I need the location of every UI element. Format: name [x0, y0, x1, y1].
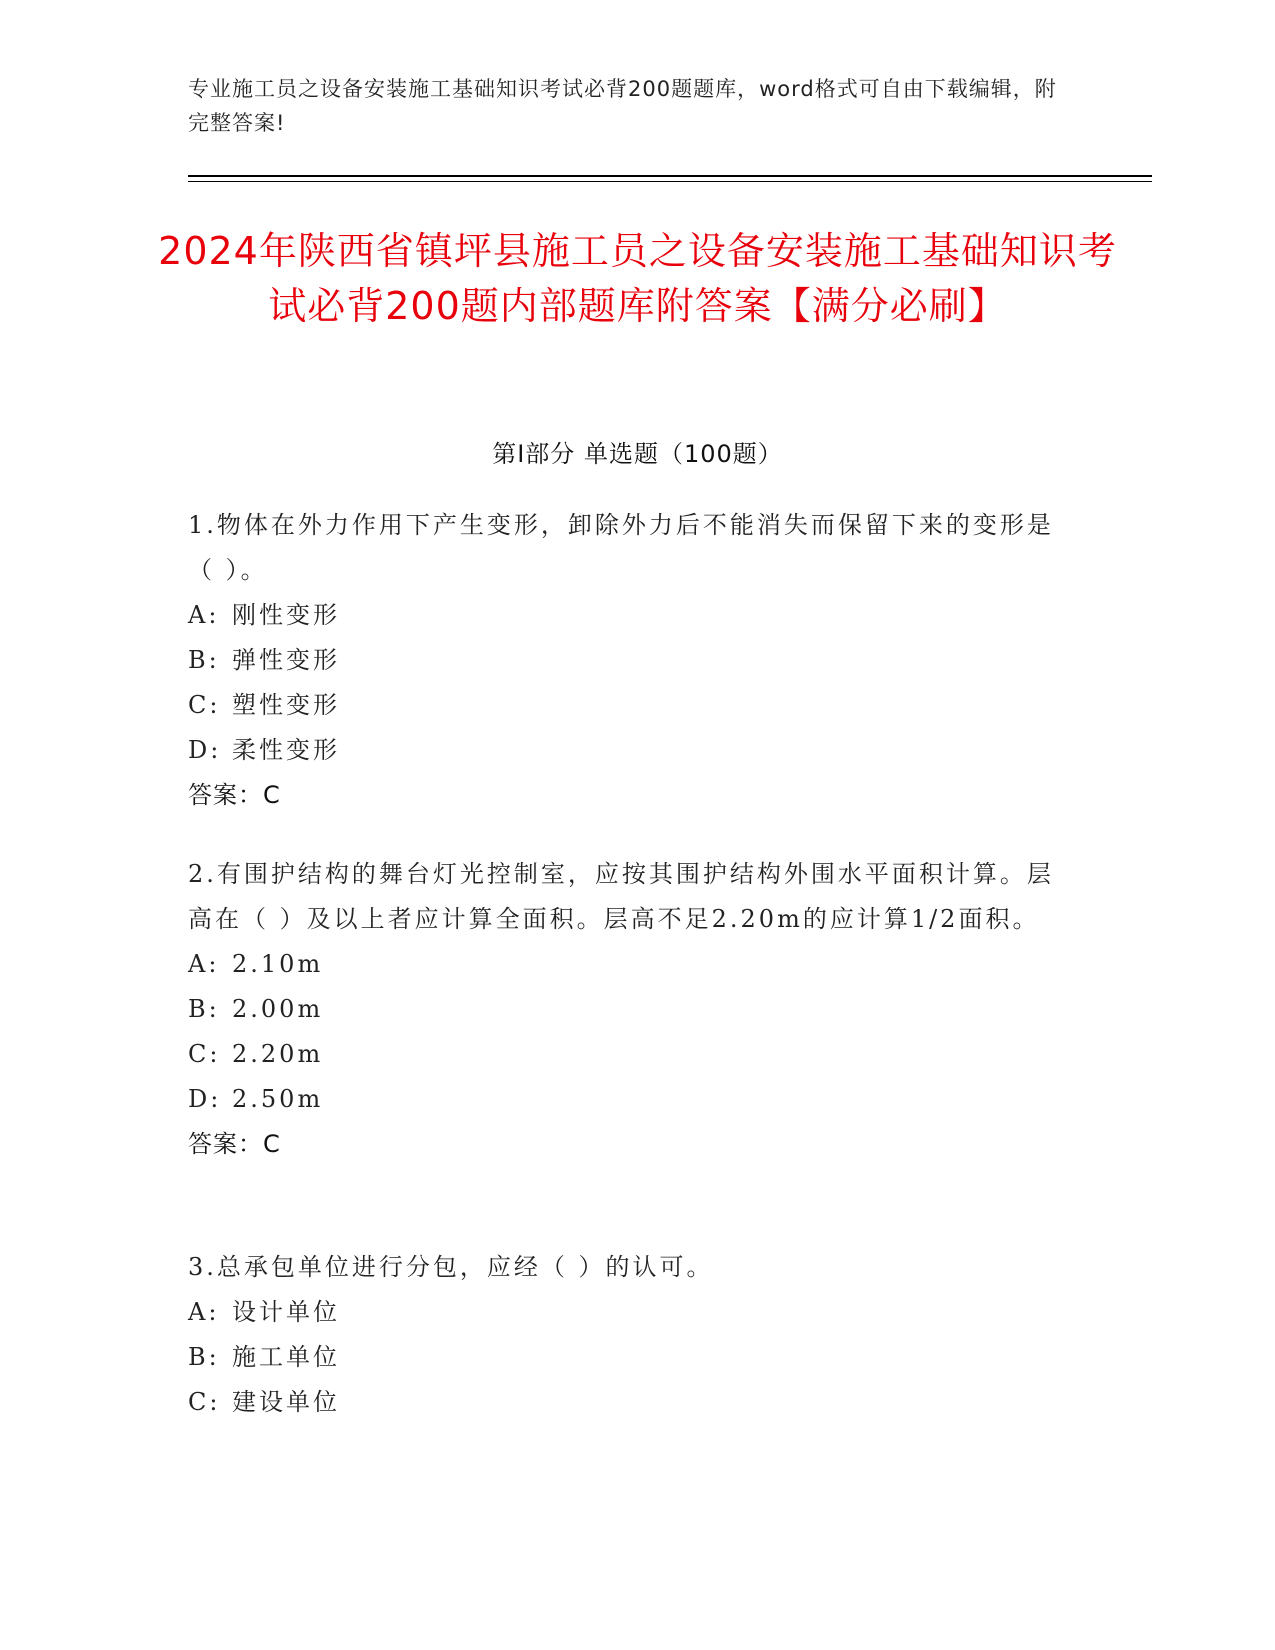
option-key: A: [188, 1298, 220, 1326]
option-key: C: [188, 1040, 221, 1068]
option-c [188, 1380, 1068, 1425]
option-text: 建设单位 [232, 1388, 340, 1416]
option-text: 2.10m [232, 950, 324, 978]
answer: 答案：C [188, 1130, 281, 1158]
option-text: 塑性变形 [232, 691, 340, 719]
option-d [188, 1077, 1068, 1122]
header-note: 专业施工员之设备安装施工基础知识考试必背200题题库，word格式可自由下载编辑，附完整答案! [188, 77, 1057, 135]
option-text: 2.50m [232, 1085, 324, 1113]
option-text: 弹性变形 [232, 646, 340, 674]
header-rule-thin [188, 181, 1152, 182]
question-stem: 2.有围护结构的舞台灯光控制室，应按其围护结构外围水平面积计算。层高在（ ）及以上者应计算全面积。层高不足2.20m的应计算1/2面积。 [188, 860, 1054, 933]
option-a [188, 593, 1068, 638]
option-key: B: [188, 1343, 220, 1371]
option-text: 2.20m [232, 1040, 324, 1068]
document-title: 2024年陕西省镇坪县施工员之设备安装施工基础知识考试必背200题内部题库附答案【满分必刷】 [158, 229, 1117, 328]
option-key: D: [188, 1085, 222, 1113]
option-text: 柔性变形 [232, 736, 340, 764]
option-key: C: [188, 691, 221, 719]
option-a [188, 942, 1068, 987]
option-text: 2.00m [232, 995, 324, 1023]
option-key: C: [188, 1388, 221, 1416]
option-key: A: [188, 601, 220, 629]
option-text: 施工单位 [232, 1343, 340, 1371]
option-c [188, 683, 1068, 728]
option-c [188, 1032, 1068, 1077]
answer: 答案：C [188, 781, 281, 809]
question-2 [188, 852, 1068, 1167]
option-key: D: [188, 736, 222, 764]
option-text: 刚性变形 [232, 601, 340, 629]
option-text: 设计单位 [232, 1298, 340, 1326]
question-1 [188, 503, 1068, 818]
option-b [188, 987, 1068, 1032]
header-rule-thick [188, 175, 1152, 177]
question-stem: 3.总承包单位进行分包，应经（ ）的认可。 [188, 1253, 714, 1281]
option-d [188, 728, 1068, 773]
option-key: B: [188, 646, 220, 674]
option-key: B: [188, 995, 220, 1023]
option-b [188, 1335, 1068, 1380]
option-a [188, 1290, 1068, 1335]
question-stem: 1.物体在外力作用下产生变形，卸除外力后不能消失而保留下来的变形是（ ）。 [188, 511, 1054, 584]
option-key: A: [188, 950, 220, 978]
option-b [188, 638, 1068, 683]
question-3 [188, 1245, 1068, 1425]
section-title: 第Ⅰ部分 单选题（100题） [492, 440, 783, 468]
